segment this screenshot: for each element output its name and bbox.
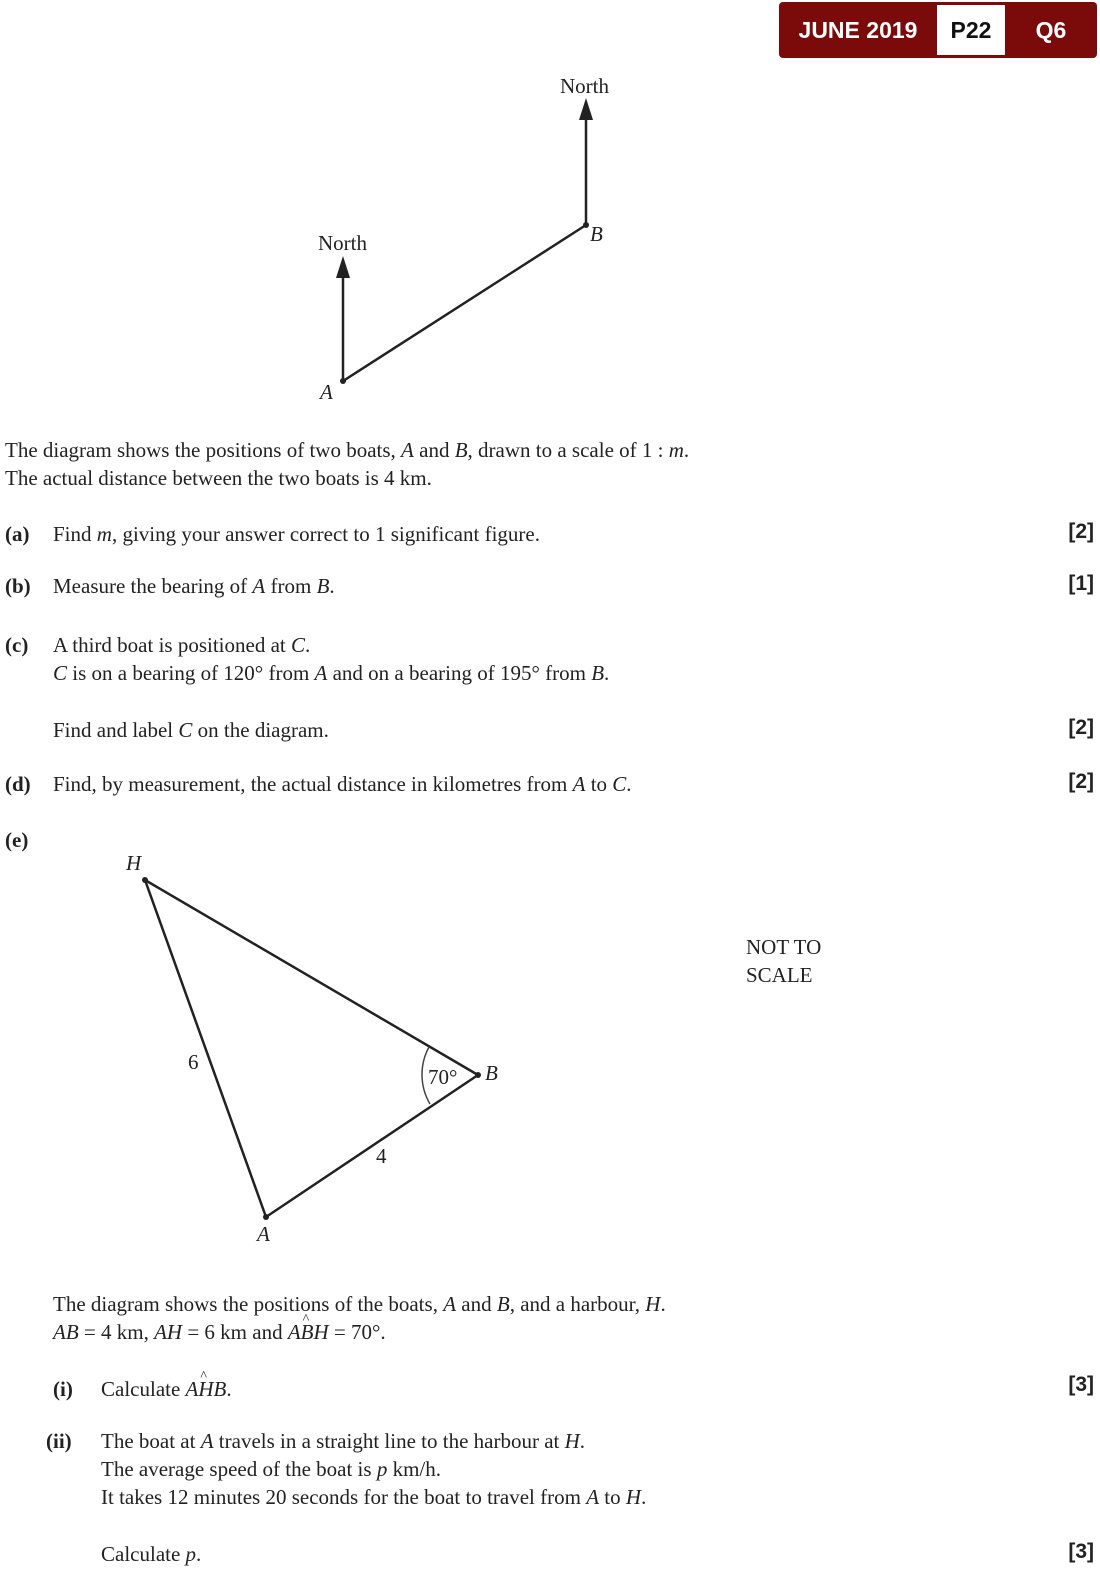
intro-line-1	[5, 436, 689, 464]
part-e-ii-marks: [3]	[1068, 1540, 1094, 1563]
text: is on a bearing of 120° from	[67, 661, 315, 685]
text: It takes 12 minutes 20 seconds for the boat to travel from	[101, 1485, 587, 1509]
intro-line-2: The actual distance between the two boats is 4 km.	[5, 466, 432, 490]
var-m: m	[96, 522, 112, 546]
text: The boat at	[101, 1429, 201, 1453]
text: Find	[53, 522, 97, 546]
var-m: m	[668, 438, 684, 462]
text: .	[226, 1377, 232, 1401]
var-a: A	[252, 574, 266, 598]
part-c-label: (c)	[5, 633, 29, 657]
angle-label: 70°	[428, 1065, 458, 1089]
side-ab-label: 4	[376, 1144, 387, 1168]
part-c-line-1	[53, 631, 310, 659]
var-p: p	[185, 1542, 197, 1566]
part-b-marks: [1]	[1068, 572, 1094, 595]
part-e-ii-line-1	[101, 1427, 585, 1455]
point-h	[142, 877, 148, 883]
part-c-line-3	[53, 716, 329, 744]
var-b-hat: ^ B	[301, 1318, 314, 1346]
text: .	[683, 438, 690, 462]
var-a: A	[314, 661, 328, 685]
text: and	[456, 1292, 497, 1316]
text: .	[579, 1429, 586, 1453]
text: Measure the bearing of	[53, 574, 253, 598]
var-b: B	[454, 438, 468, 462]
north-label-b: North	[560, 74, 609, 98]
text: = 6 km and	[182, 1320, 288, 1344]
point-b2	[475, 1072, 481, 1078]
var-a: A	[200, 1429, 214, 1453]
text: from	[265, 574, 317, 598]
text: , and a harbour,	[509, 1292, 646, 1316]
text: The diagram shows the positions of the boats,	[53, 1292, 444, 1316]
part-e-i-marks: [3]	[1068, 1373, 1094, 1396]
part-e-i-text	[101, 1375, 232, 1403]
var-ab: AB	[53, 1320, 79, 1344]
text: = 70°.	[328, 1320, 386, 1344]
text: Calculate	[101, 1377, 186, 1401]
part-d-label: (d)	[5, 772, 31, 796]
text: , giving your answer correct to 1 significant figure.	[111, 522, 540, 546]
label-a: A	[320, 380, 333, 404]
part-e-ii-label: (ii)	[46, 1429, 72, 1453]
text: .	[626, 772, 632, 796]
point-a	[340, 378, 346, 384]
text: .	[329, 574, 335, 598]
label-b2: B	[485, 1061, 498, 1085]
text: .	[305, 633, 311, 657]
north-arrowhead-b	[579, 98, 593, 120]
text: , drawn to a scale of 1 :	[467, 438, 669, 462]
part-a-text	[53, 520, 540, 548]
var-c: C	[612, 772, 627, 796]
part-c-marks: [2]	[1068, 716, 1094, 739]
text: A third boat is positioned at	[53, 633, 291, 657]
text: The average speed of the boat is	[101, 1457, 377, 1481]
bearing-diagram	[318, 74, 609, 404]
part-a-label: (a)	[5, 522, 30, 546]
var-a: A	[287, 1320, 301, 1344]
part-e-ii-line-4	[101, 1540, 201, 1568]
text: Calculate	[101, 1542, 186, 1566]
var-c: C	[290, 633, 305, 657]
label-b: B	[590, 222, 603, 246]
var-a: A	[401, 438, 414, 462]
side-ah-label: 6	[188, 1050, 199, 1074]
var-h: H	[313, 1320, 329, 1344]
point-b	[583, 222, 589, 228]
part-b-text	[53, 572, 335, 600]
not-to-scale-2: SCALE	[746, 963, 813, 987]
label-a2: A	[257, 1222, 270, 1246]
part-e-ii-line-3	[101, 1483, 646, 1511]
var-a: A	[586, 1485, 600, 1509]
text: = 4 km,	[78, 1320, 155, 1344]
badge-question: Q6	[1035, 16, 1067, 43]
var-a: A	[572, 772, 586, 796]
part-c-line-2	[53, 659, 609, 687]
part-b-label: (b)	[5, 574, 31, 598]
var-ah: AH	[154, 1320, 183, 1344]
var-b: B	[316, 574, 330, 598]
north-label-a: North	[318, 231, 367, 255]
text: .	[196, 1542, 202, 1566]
text: .	[660, 1292, 666, 1316]
part-d-marks: [2]	[1068, 770, 1094, 793]
part-e-label: (e)	[5, 828, 29, 852]
text: .	[604, 661, 610, 685]
part-d-text	[53, 770, 632, 798]
part-e-ii-line-2	[101, 1455, 441, 1483]
var-b: B	[591, 661, 605, 685]
var-h-hat: ^ H	[198, 1375, 213, 1403]
text: .	[641, 1485, 647, 1509]
text: to	[585, 772, 613, 796]
part-a-marks: [2]	[1068, 520, 1094, 543]
var-b: B	[213, 1377, 227, 1401]
text: Find and label	[53, 718, 179, 742]
part-e-i-label: (i)	[53, 1377, 73, 1401]
var-p: p	[376, 1457, 388, 1481]
text: The diagram shows the positions of two boats,	[5, 438, 402, 462]
var-a: A	[185, 1377, 199, 1401]
text: and	[413, 438, 455, 462]
text: km/h.	[387, 1457, 441, 1481]
text: to	[599, 1485, 626, 1509]
text: Find, by measurement, the actual distance in kilometres from	[53, 772, 573, 796]
badge-date: JUNE 2019	[798, 16, 918, 43]
var-b: B	[496, 1292, 510, 1316]
point-a2	[263, 1214, 269, 1220]
north-arrowhead-a	[336, 256, 350, 278]
var-h: H	[625, 1485, 642, 1509]
var-c: C	[178, 718, 193, 742]
text: travels in a straight line to the harbour at	[213, 1429, 565, 1453]
var-c: C	[53, 661, 68, 685]
var-a: A	[443, 1292, 457, 1316]
part-e-desc-1	[53, 1290, 666, 1318]
var-h: H	[564, 1429, 580, 1453]
triangle-diagram	[125, 851, 821, 1246]
text: on the diagram.	[192, 718, 329, 742]
badge-paper: P22	[937, 5, 1005, 55]
text: and on a bearing of 195° from	[327, 661, 592, 685]
not-to-scale-1: NOT TO	[746, 935, 822, 959]
line-ab	[343, 225, 586, 381]
label-h: H	[126, 851, 142, 875]
var-h: H	[645, 1292, 661, 1316]
part-e-desc-2	[53, 1318, 386, 1346]
